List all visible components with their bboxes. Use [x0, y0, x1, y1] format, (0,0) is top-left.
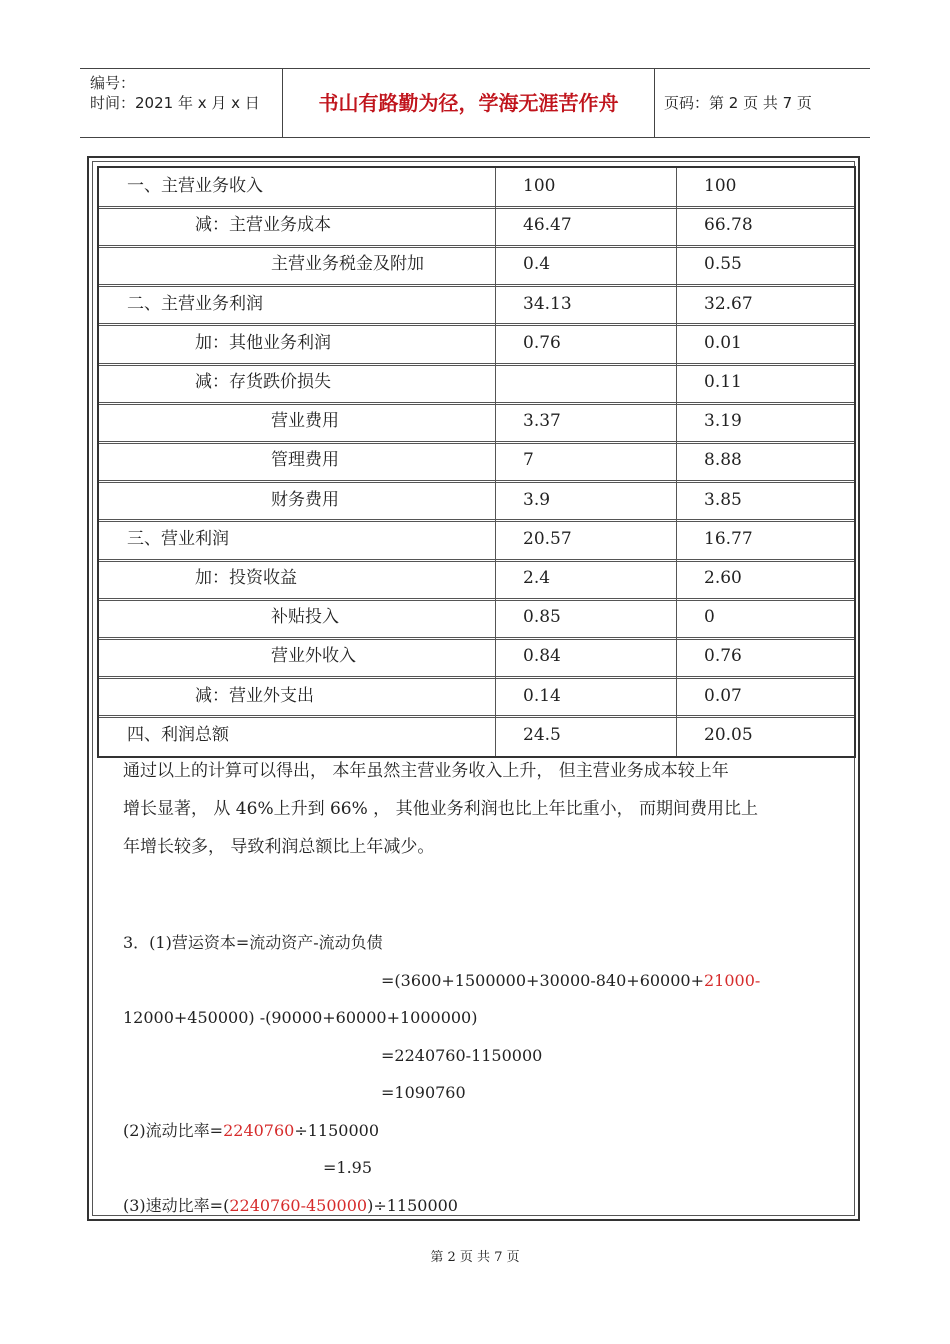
row-value-prior: 100 [495, 168, 676, 207]
row-value-current: 32.67 [676, 286, 854, 325]
income-statement-table [97, 166, 856, 758]
row-value-current: 8.88 [676, 442, 854, 481]
row-value-prior: 7 [495, 442, 676, 481]
working-capital-line-1 [381, 971, 760, 991]
row-label: 四、利润总额 [127, 724, 229, 745]
row-label: 一、主营业务收入 [127, 176, 263, 196]
row-label: 减：存货跌价损失 [195, 372, 331, 392]
table-row [99, 286, 854, 325]
analysis-line-2: 增长显著， 从 46%上升到 66% ， 其他业务利润也比上年比重小， 而期间费用比上 [123, 799, 758, 819]
row-value-current: 16.77 [676, 521, 854, 560]
current-ratio-result: =1.95 [323, 1158, 373, 1177]
header-meta [80, 69, 283, 137]
row-label: 财务费用 [271, 489, 339, 510]
analysis-line-1: 通过以上的计算可以得出， 本年虽然主营业务收入上升， 但主营业务成本较上年 [123, 761, 729, 781]
row-value-current: 3.85 [676, 482, 854, 521]
row-value-current: 0 [676, 599, 854, 638]
current-ratio-divisor: ÷1150000 [294, 1121, 380, 1140]
quick-ratio-label: (3)速动比率=( [123, 1196, 230, 1215]
row-value-prior: 0.4 [495, 246, 676, 285]
row-value-prior: 24.5 [495, 717, 676, 756]
row-value-current: 66.78 [676, 207, 854, 246]
row-value-prior: 0.85 [495, 599, 676, 638]
row-label: 营业费用 [271, 411, 339, 432]
working-capital-expr-a: =(3600+1500000+30000-840+60000+ [381, 971, 704, 990]
row-label: 加：其他业务利润 [195, 332, 331, 353]
table-row [99, 403, 854, 442]
row-label: 减：主营业务成本 [195, 215, 331, 236]
current-ratio-label: (2)流动比率= [123, 1121, 224, 1140]
document-number: 编号： [90, 74, 136, 92]
row-label: 加：投资收益 [195, 568, 297, 588]
row-value-current: 0.55 [676, 246, 854, 285]
current-ratio-red: 2240760 [223, 1121, 295, 1140]
table-row [99, 482, 854, 521]
row-value-current: 2.60 [676, 560, 854, 599]
table-row [99, 168, 854, 207]
row-value-prior: 0.14 [495, 678, 676, 717]
table-row [99, 442, 854, 481]
row-label: 主营业务税金及附加 [271, 254, 424, 275]
header-page-number: 页码：第 2 页 共 7 页 [664, 94, 812, 112]
row-value-prior: 3.37 [495, 403, 676, 442]
working-capital-line-3: =2240760-1150000 [381, 1046, 543, 1065]
row-label: 三、营业利润 [127, 528, 229, 549]
current-ratio-line [123, 1121, 379, 1141]
page-footer: 第 2 页 共 7 页 [430, 1250, 520, 1265]
table-row [99, 678, 854, 717]
table-row [99, 207, 854, 246]
row-value-current: 0.11 [676, 364, 854, 403]
row-value-prior: 2.4 [495, 560, 676, 599]
row-value-current: 0.07 [676, 678, 854, 717]
row-label: 管理费用 [271, 450, 339, 471]
row-label: 补贴投入 [271, 607, 339, 628]
row-value-current: 0.76 [676, 638, 854, 677]
row-value-prior: 0.76 [495, 325, 676, 364]
document-time: 时间：2021 年 x 月 x 日 [90, 94, 260, 112]
row-value-prior: 34.13 [495, 286, 676, 325]
working-capital-result: =1090760 [381, 1083, 466, 1102]
header-motto: 书山有路勤为径，学海无涯苦作舟 [283, 69, 655, 137]
table-row [99, 717, 854, 756]
table-row [99, 246, 854, 285]
row-value-prior: 20.57 [495, 521, 676, 560]
table-row [99, 364, 854, 403]
table-row [99, 599, 854, 638]
table-row [99, 560, 854, 599]
table-row [99, 521, 854, 560]
quick-ratio-divisor: )÷1150000 [367, 1196, 458, 1215]
row-label: 营业外收入 [271, 646, 356, 667]
row-value-prior: 46.47 [495, 207, 676, 246]
table-row [99, 638, 854, 677]
page-header [80, 68, 870, 138]
row-value-current: 3.19 [676, 403, 854, 442]
working-capital-line-2: 12000+450000) -(90000+60000+1000000) [123, 1008, 478, 1027]
row-value-prior: 0.84 [495, 638, 676, 677]
row-value-prior [495, 364, 676, 403]
q3-title: 3．(1)营运资本=流动资产-流动负债 [123, 933, 383, 952]
working-capital-expr-red: 21000- [704, 971, 761, 990]
analysis-line-3: 年增长较多， 导致利润总额比上年减少。 [123, 837, 435, 857]
row-value-current: 0.01 [676, 325, 854, 364]
quick-ratio-red: 2240760-450000 [229, 1196, 368, 1215]
quick-ratio-line [123, 1196, 458, 1216]
table-row [99, 325, 854, 364]
row-value-current: 100 [676, 168, 854, 207]
row-label: 减：营业外支出 [195, 685, 314, 706]
row-value-current: 20.05 [676, 717, 854, 756]
row-value-prior: 3.9 [495, 482, 676, 521]
row-label: 二、主营业务利润 [127, 293, 263, 314]
